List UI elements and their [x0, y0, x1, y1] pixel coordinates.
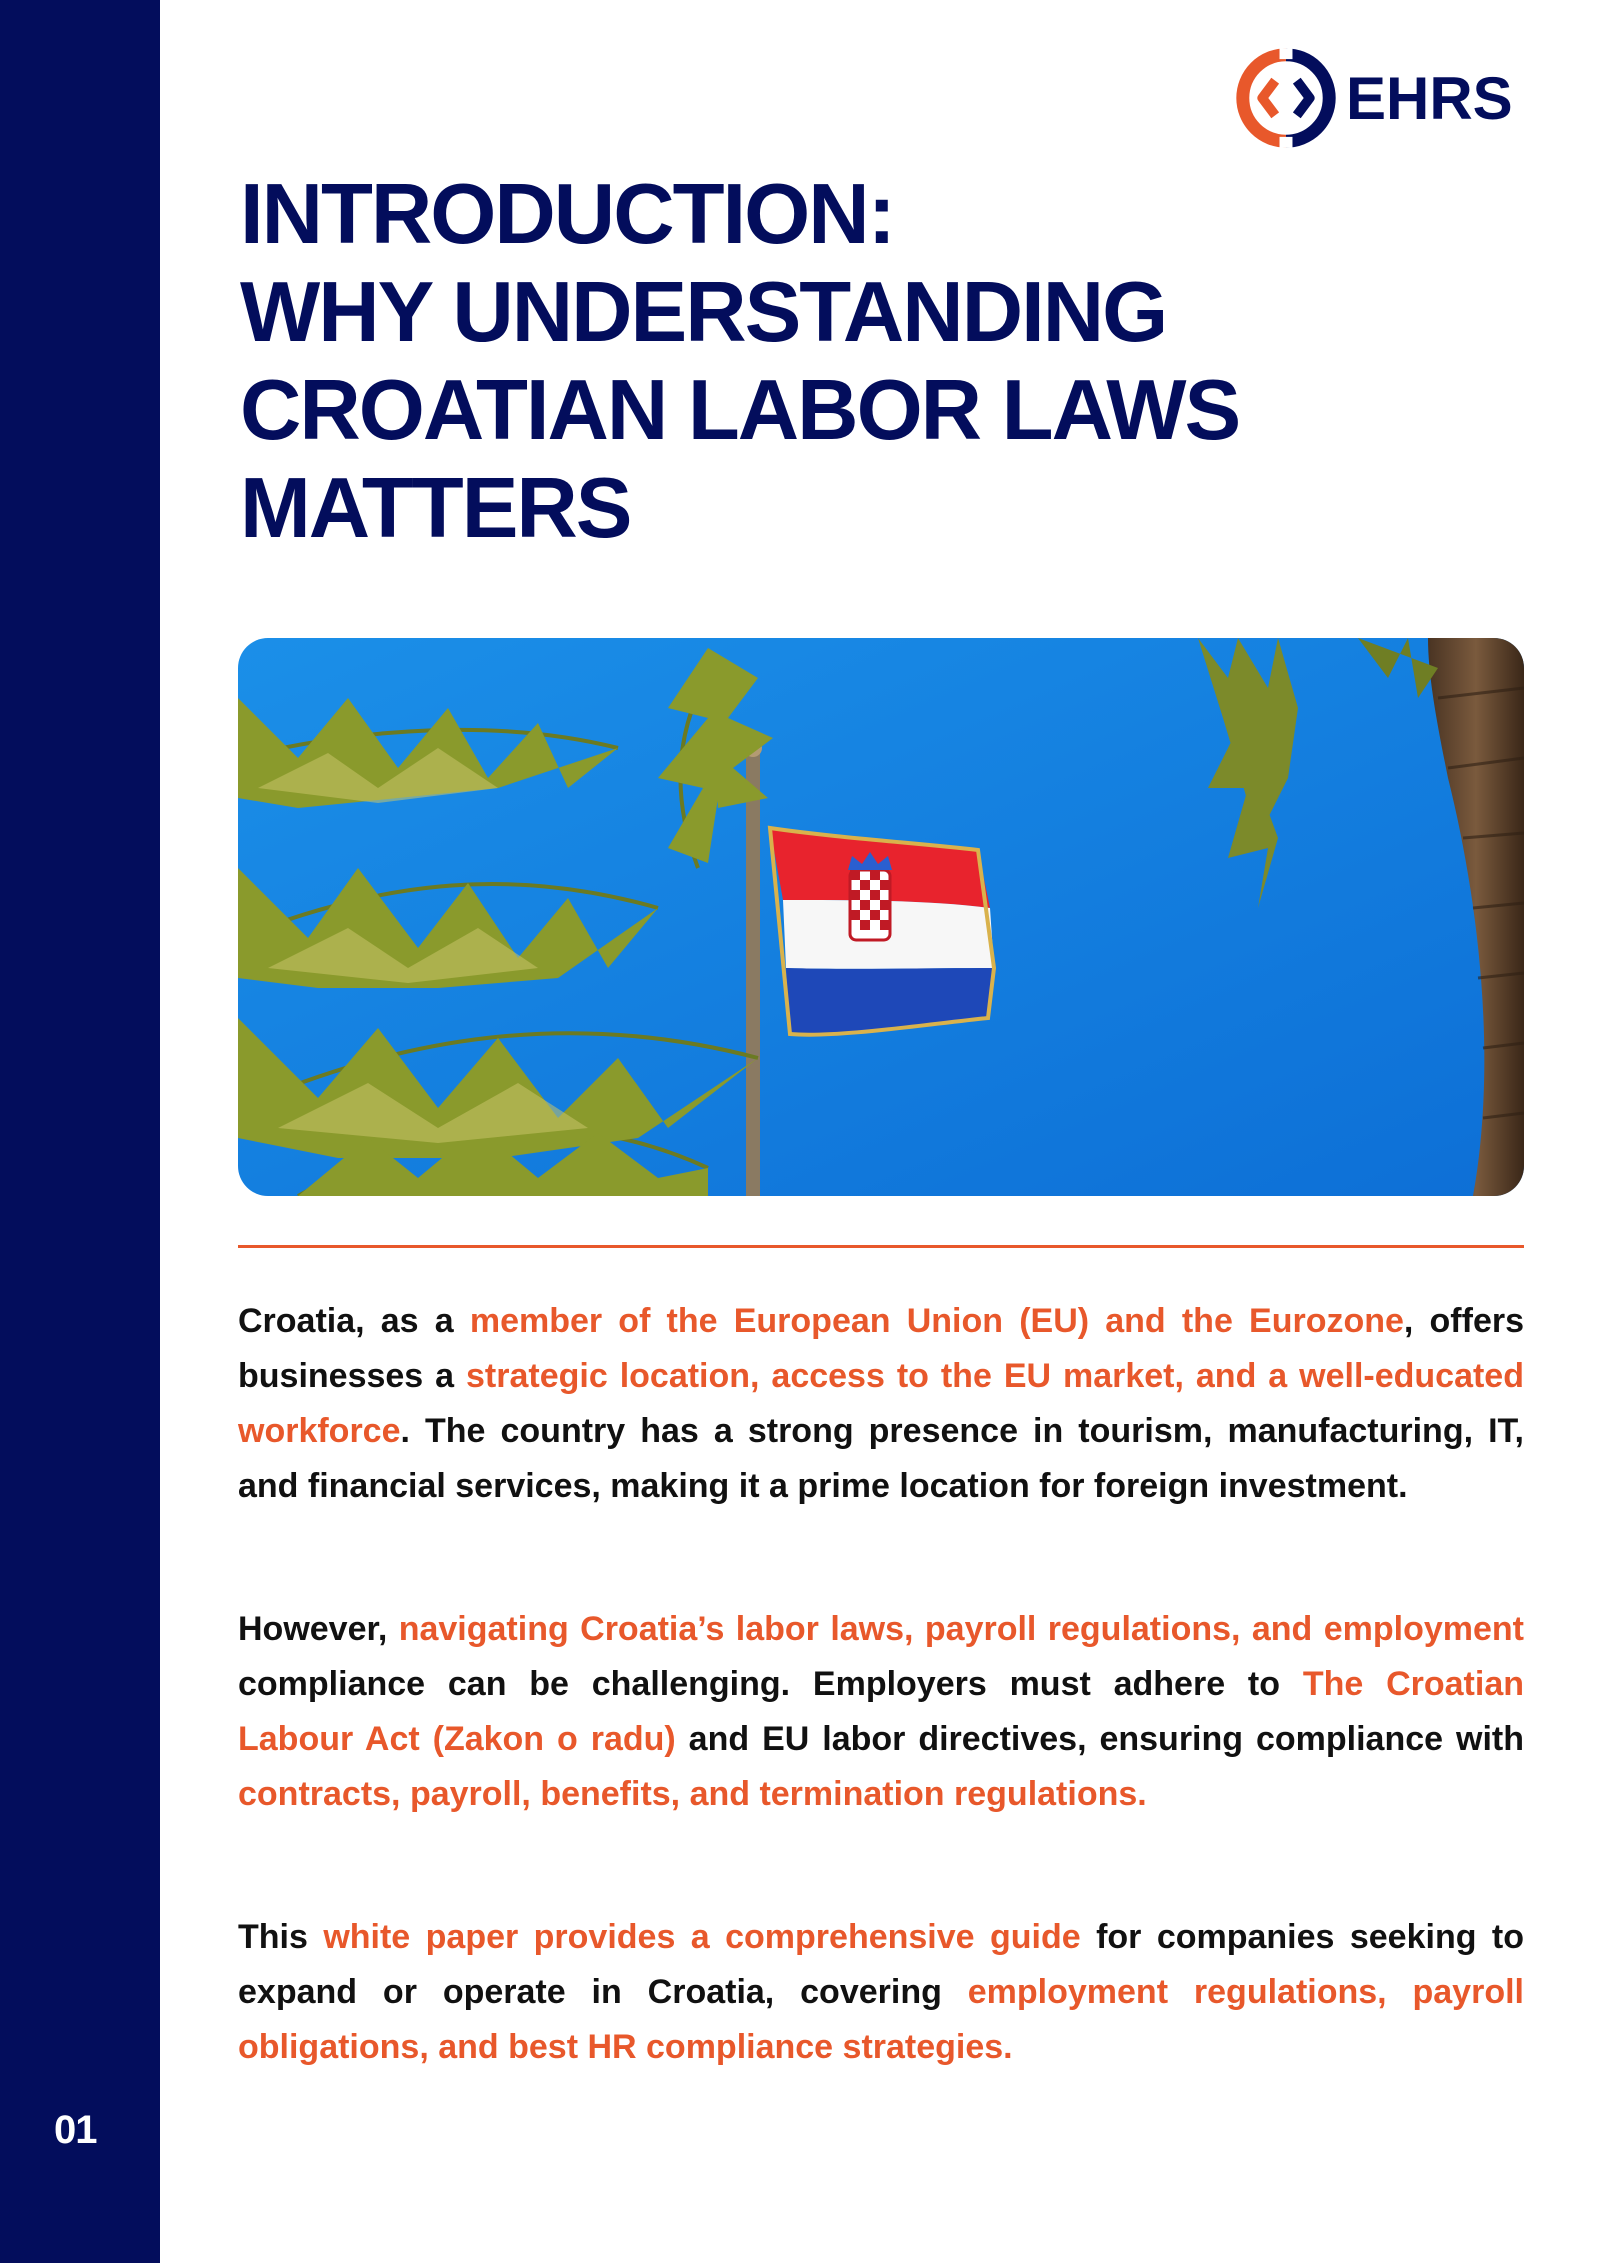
sidebar-band [0, 0, 160, 2263]
page-number: 01 [54, 2108, 97, 2152]
highlighted-text: white paper provides a comprehensive guide [323, 1918, 1081, 1956]
intro-paragraph-2 [238, 1602, 1524, 1822]
paragraph-text: This [238, 1918, 324, 1956]
section-divider [238, 1245, 1524, 1248]
paragraph-text: However, [238, 1610, 399, 1648]
title-line: INTRODUCTION: [240, 167, 894, 262]
brand-logo [1232, 44, 1550, 152]
highlighted-text: navigating Croatia’s labor laws, payroll regulations, and employment [398, 1610, 1524, 1648]
page-title [240, 166, 1540, 558]
title-line: MATTERS [240, 461, 631, 556]
ehrs-logo-icon [1232, 44, 1340, 152]
intro-paragraph-3 [238, 1910, 1524, 2075]
title-line: CROATIAN LABOR LAWS [240, 363, 1240, 458]
paragraph-text: and EU labor directives, ensuring compliance with [675, 1720, 1524, 1758]
croatian-flag-photo-icon [238, 638, 1524, 1196]
paragraph-text: compliance can be challenging. Employers must adhere to [238, 1665, 1303, 1703]
highlighted-text: employment regulations, payroll obligations, and best HR compliance strategies. [238, 1973, 1524, 2066]
title-line: WHY UNDERSTANDING [240, 265, 1167, 360]
paragraph-text: for companies seeking to expand or operate in Croatia, covering [238, 1918, 1525, 2011]
flag-icon [770, 828, 994, 1035]
highlighted-text: contracts, payroll, benefits, and termination regulations. [238, 1775, 1147, 1813]
paragraph-text: Croatia, as a [238, 1302, 470, 1340]
highlighted-text: The Croatian Labour Act (Zakon o radu) [238, 1665, 1524, 1758]
paragraph-text: . The country has a strong presence in tourism, manufacturing, IT, and financial services, making it a prime location for foreign investment. [238, 1412, 1524, 1505]
highlighted-text: member of the European Union (EU) and the Eurozone [469, 1302, 1404, 1340]
highlighted-text: strategic location, access to the EU market, and a well-educated workforce [238, 1357, 1524, 1450]
hero-image [238, 638, 1524, 1196]
brand-name: EHRS [1346, 64, 1513, 132]
intro-paragraph-1 [238, 1294, 1524, 1514]
paragraph-text: , offers businesses a [238, 1302, 1525, 1395]
